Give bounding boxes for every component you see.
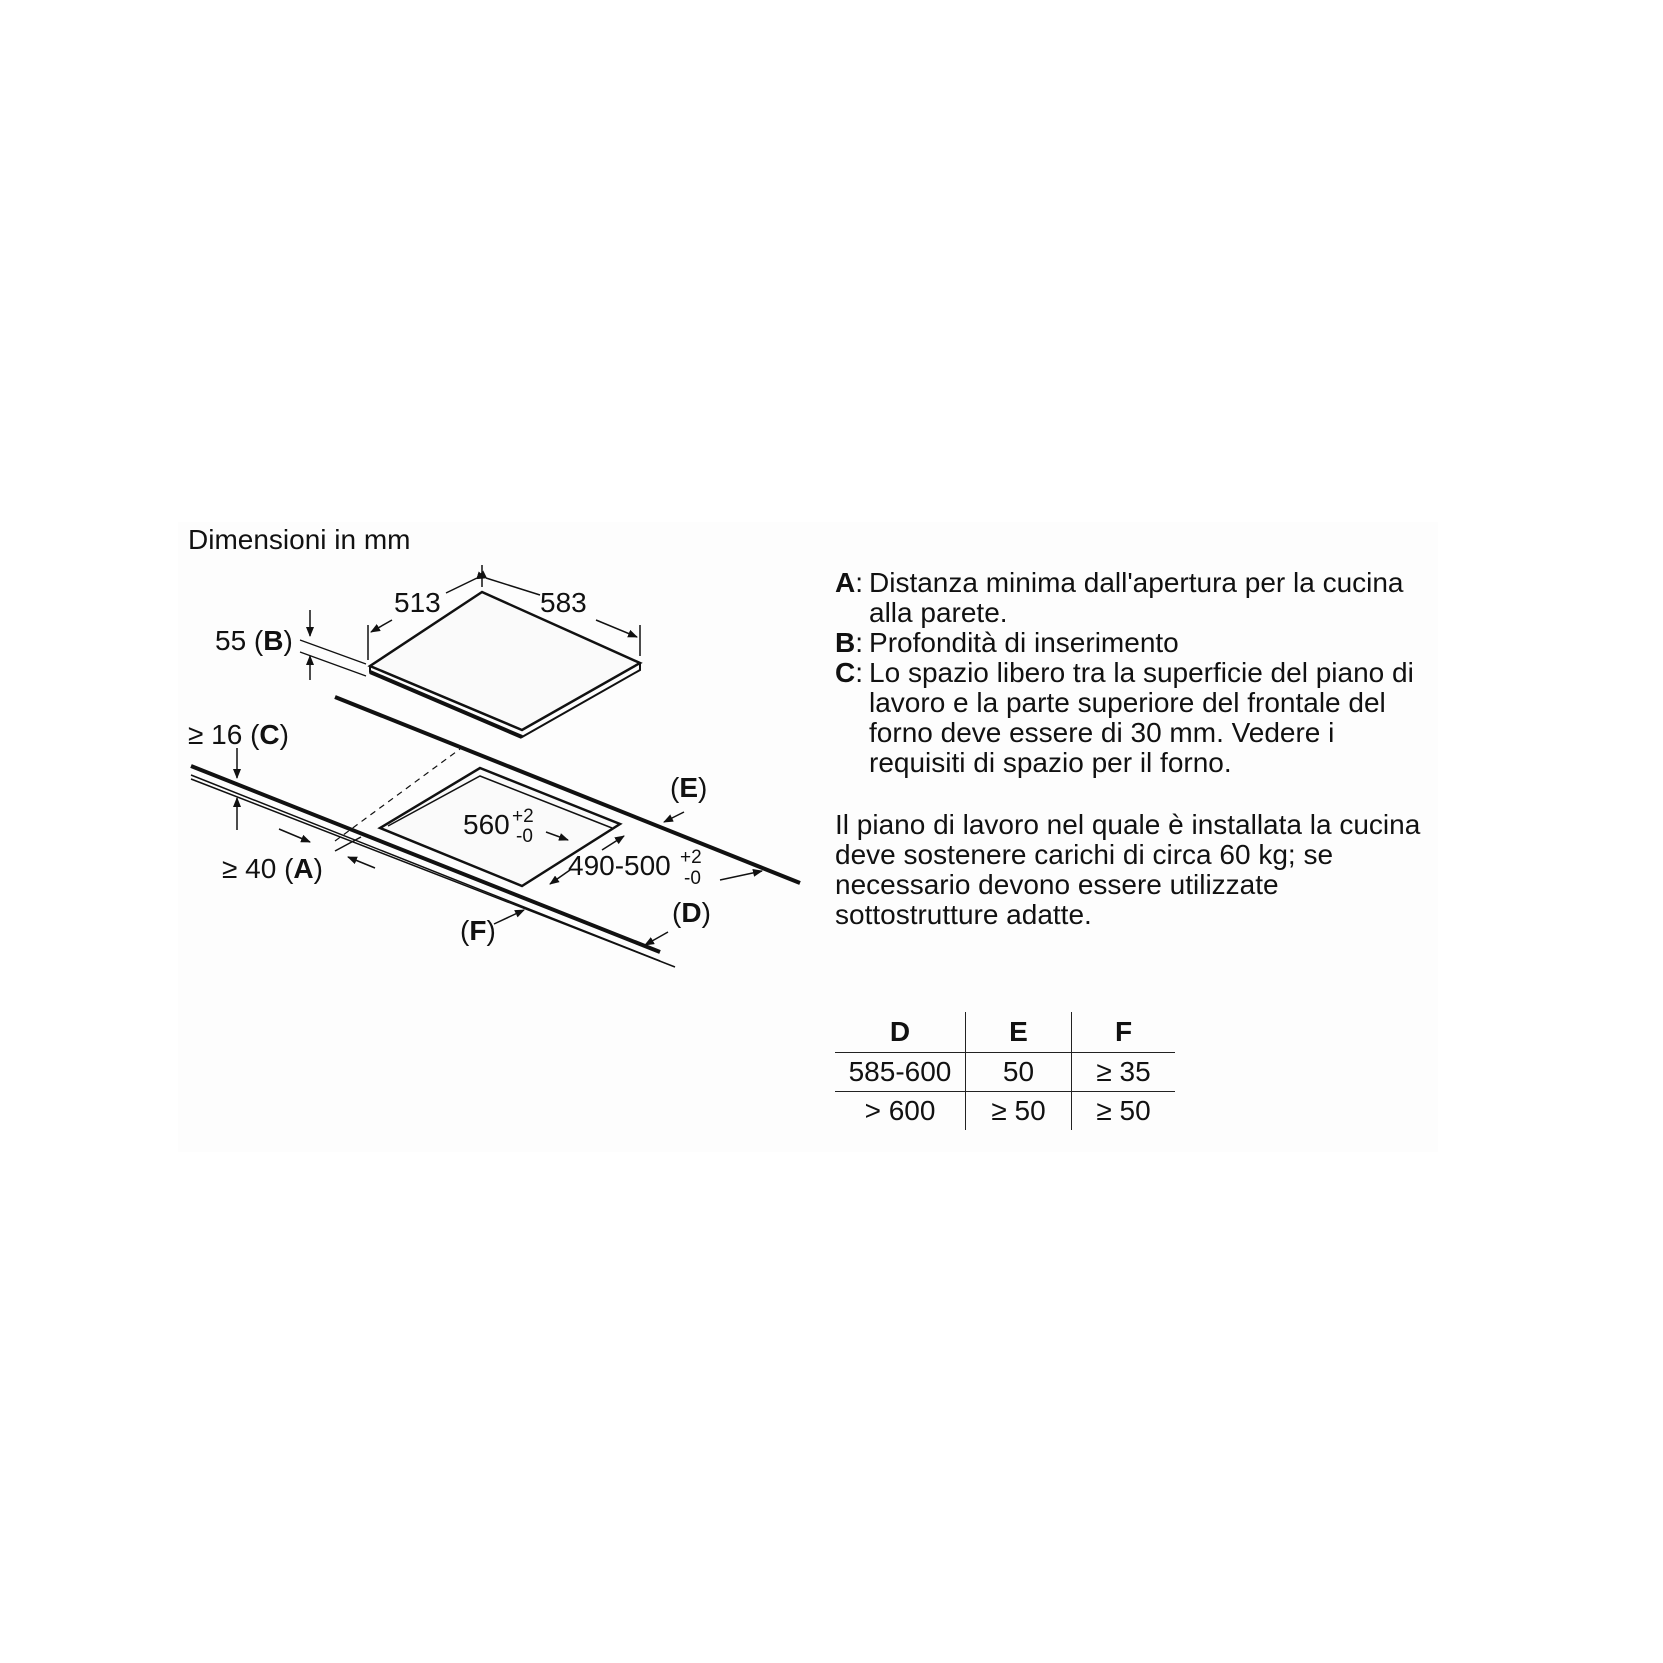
legend-key: B bbox=[835, 627, 856, 658]
dimension-d-arrow-bottom bbox=[645, 932, 668, 945]
cutout-width-tolerance-plus: +2 bbox=[512, 806, 534, 827]
cutout-width-label: 560 bbox=[463, 809, 510, 840]
dimensions-table bbox=[835, 1012, 1175, 1130]
table-header-f: F bbox=[1072, 1012, 1176, 1053]
worktop-load-note: Il piano di lavoro nel quale è installata la cucina deve sostenere carichi di circa 60 kg; se necessario devono essere utilizzate sottostrutture adatte. bbox=[835, 809, 1421, 930]
cutout-depth-label: 490-500 bbox=[568, 850, 671, 881]
legend-text: Distanza minima dall'apertura per la cucina alla parete. bbox=[869, 567, 1404, 628]
cutout-width-tolerance-minus: -0 bbox=[516, 826, 533, 847]
table-row bbox=[835, 1053, 1175, 1092]
dimension-f-arrow bbox=[494, 910, 524, 924]
insertion-depth-label: 55 (B) bbox=[215, 625, 293, 656]
cutout-depth-arrow-right bbox=[602, 836, 624, 850]
table-header-d: D bbox=[889, 1016, 911, 1047]
table-cell: 50 bbox=[966, 1053, 1072, 1092]
table-header-e: E bbox=[966, 1012, 1072, 1053]
dimensions-caption: Dimensioni in mm bbox=[188, 524, 411, 555]
legend bbox=[835, 568, 1435, 778]
cutout-depth-arrow-left bbox=[550, 870, 570, 884]
insertion-depth-marks bbox=[300, 610, 366, 680]
hob-depth-label: 583 bbox=[540, 587, 587, 618]
legend-item-a bbox=[835, 568, 1435, 628]
table-header-row bbox=[835, 1012, 1175, 1053]
legend-key: A bbox=[835, 567, 856, 598]
distance-a-arrow-left bbox=[279, 829, 310, 842]
legend-text: Lo spazio libero tra la superficie del piano di lavoro e la parte superiore del frontale del forno deve essere di 30 mm. Vedere i requisiti di spazio per il forno. bbox=[869, 657, 1414, 778]
table-cell: ≥ 50 bbox=[1072, 1092, 1176, 1131]
dimension-f-label: (F) bbox=[460, 915, 496, 946]
dimension-d-label: (D) bbox=[672, 897, 711, 928]
table-cell: > 600 bbox=[835, 1092, 966, 1131]
dimension-e-arrow bbox=[664, 812, 684, 822]
clearance-c-label: ≥ 16 (C) bbox=[188, 719, 289, 750]
legend-colon: : bbox=[855, 627, 864, 658]
legend-text: Profondità di inserimento bbox=[869, 627, 1179, 658]
legend-colon: : bbox=[855, 657, 864, 688]
table-cell: ≥ 50 bbox=[966, 1092, 1072, 1131]
cutout-depth-tolerance-plus: +2 bbox=[680, 847, 702, 868]
hob-width-label: 513 bbox=[394, 587, 441, 618]
legend-item-b bbox=[835, 628, 1435, 658]
dimension-d-arrow-top bbox=[720, 871, 762, 880]
cutout-depth-tolerance-minus: -0 bbox=[684, 868, 701, 889]
table-cell: 585-600 bbox=[835, 1053, 966, 1092]
distance-a-arrow-right bbox=[348, 857, 375, 868]
legend-colon: : bbox=[855, 567, 864, 598]
distance-a-label: ≥ 40 (A) bbox=[222, 853, 323, 884]
dimension-e-label: (E) bbox=[670, 772, 708, 803]
legend-item-c bbox=[835, 658, 1435, 778]
table-cell: ≥ 35 bbox=[1072, 1053, 1176, 1092]
table-row bbox=[835, 1092, 1175, 1131]
legend-key: C bbox=[835, 657, 856, 688]
